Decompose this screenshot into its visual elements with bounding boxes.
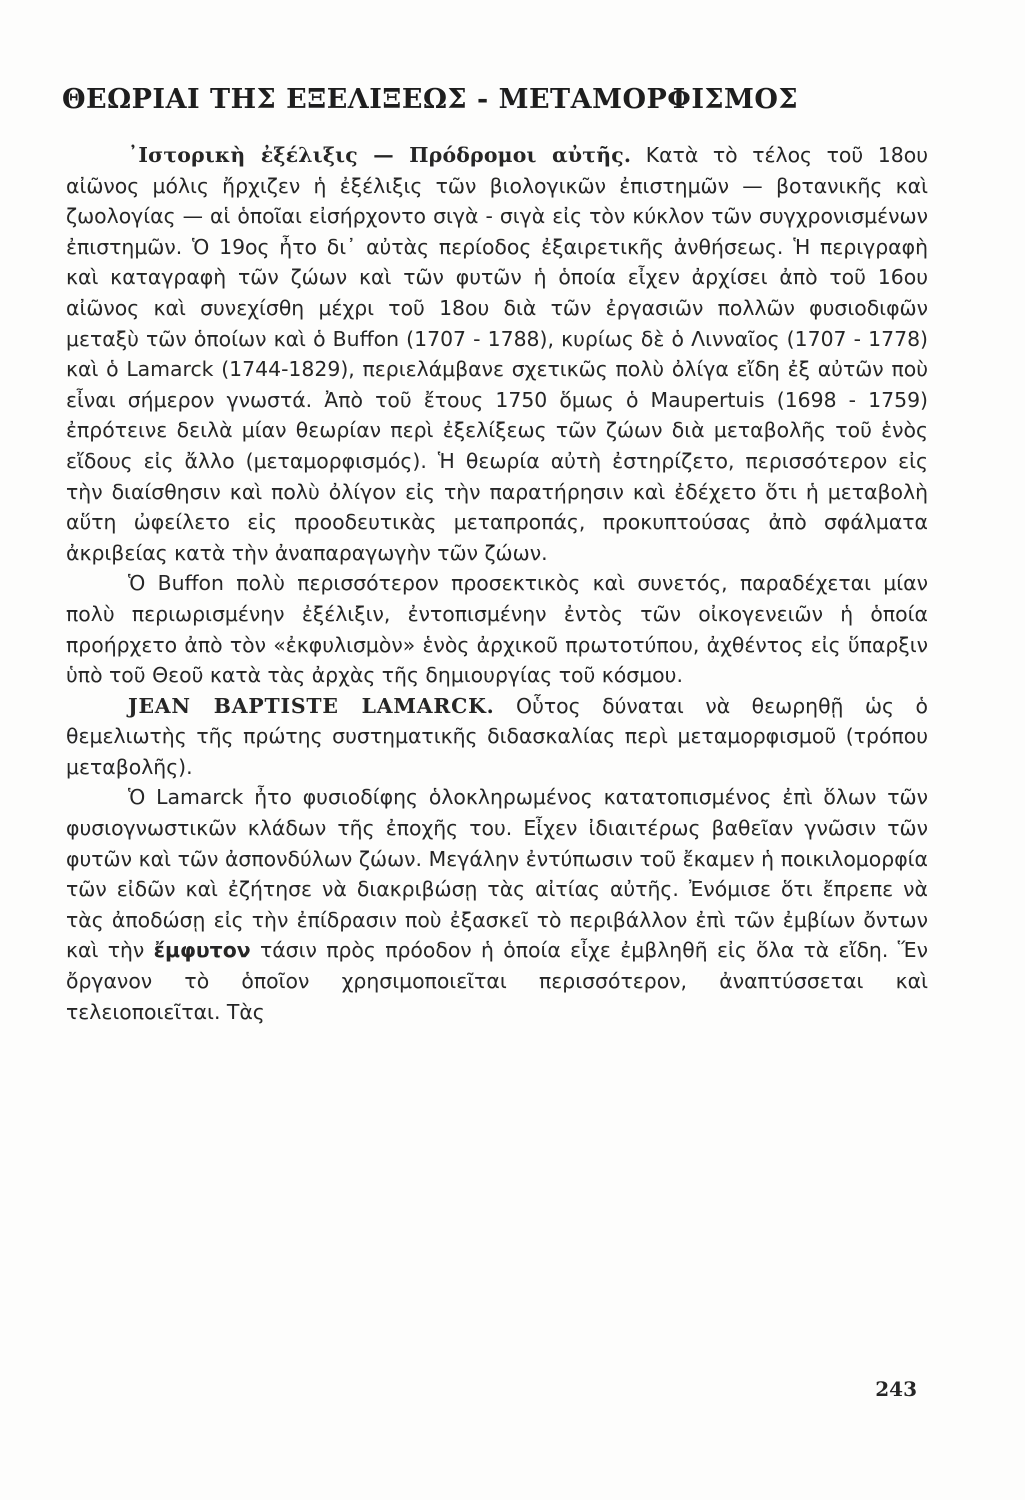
- paragraph-text: Ὁ Lamarck ἦτο φυσιοδίφης ὁλοκληρωμένος κατατοπισμένος ἐπὶ ὅλων τῶν φυσιογνωστικῶν κλάδων τῆς ἐποχῆς του. Εἶχεν ἰδιαιτέρως βαθεῖαν γνῶσιν τῶν φυτῶν καὶ τῶν ἀσπονδύλων ζώων. Μεγάλην ἐντύπωσιν τοῦ ἔκαμεν ἡ ποικιλομορφία τῶν εἰδῶν καὶ ἐζήτησε νὰ διακριβώσῃ τὰς αἰτίας αὐτῆς. Ἐνόμισε ὅτι ἔπρεπε νὰ τὰς ἀποδώσῃ εἰς τὴν ἐπίδρασιν ποὺ ἐξασκεῖ τὸ περιβάλλον ἐπὶ τῶν ἐμβίων ὄντων καὶ τὴν: [66, 785, 928, 963]
- page-title: ΘΕΩΡΙΑΙ ΤΗΣ ΕΞΕΛΙΞΕΩΣ - ΜΕΤΑΜΟΡΦΙΣΜΟΣ: [62, 84, 799, 115]
- emphasized-word: ἔμφυτον: [153, 938, 251, 963]
- paragraph-lamarck-theory: [66, 782, 928, 1027]
- paragraph-text: Οὗτος δύναται νὰ θεωρηθῇ ὡς ὁ θεμελιωτὴς τῆς πρώτης συστηματικῆς διδασκαλίας περὶ μεταμορφισμοῦ (τρόπου μεταβολῆς).: [66, 693, 928, 779]
- paragraph-history: [66, 140, 928, 568]
- paragraph-text: Ὁ Buffon πολὺ περισσότερον προσεκτικὸς καὶ συνετός, παραδέχεται μίαν πολὺ περιωρισμένην ἐξέλιξιν, ἐντοπισμένην ἐντὸς τῶν οἰκογενειῶν ἡ ὁποία προήρχετο ἀπὸ τὸν «ἐκφυλισμὸν» ἑνὸς ἀρχικοῦ πρωτοτύπου, ἀχθέντος εἰς ὕπαρξιν ὑπὸ τοῦ Θεοῦ κατὰ τὰς ἀρχὰς τῆς δημιουργίας τοῦ κόσμου.: [66, 571, 928, 688]
- section-heading-lamarck: JEAN BAPTISTE LAMARCK.: [128, 693, 495, 718]
- paragraph-text: Κατὰ τὸ τέλος τοῦ 18ου αἰῶνος μόλις ἤρχιζεν ἡ ἐξέλιξις τῶν βιολογικῶν ἐπιστημῶν — βοτανικῆς καὶ ζωολογίας — αἱ ὁποῖαι εἰσήρχοντο σιγὰ - σιγὰ εἰς τὸν κύκλον τῶν συγχρονισμένων ἐπιστημῶν. Ὁ 19ος ἦτο δι᾿ αὐτὰς περίοδος ἐξαιρετικῆς ἀνθήσεως. Ἡ περιγραφὴ καὶ καταγραφὴ τῶν ζώων καὶ τῶν φυτῶν ἡ ὁποία εἶχεν ἀρχίσει ἀπὸ τοῦ 16ου αἰῶνος καὶ συνεχίσθη μέχρι τοῦ 18ου διὰ τῶν ἐργασιῶν πολλῶν φυσιοδιφῶν μεταξὺ τῶν ὁποίων καὶ ὁ Buffon (1707 - 1788), κυρίως δὲ ὁ Λινναῖος (1707 - 1778) καὶ ὁ Lamarck (1744-1829), περιελάμβανε σχετικῶς πολὺ ὀλίγα εἴδη ἐξ αὐτῶν ποὺ εἶναι σήμερον γνωστά. Ἀπὸ τοῦ ἔτους 1750 ὅμως ὁ Maupertuis (1698 - 1759) ἐπρότεινε δειλὰ μίαν θεωρίαν περὶ ἐξελίξεως τῶν ζώων διὰ μεταβολῆς τοῦ ἑνὸς εἴδους εἰς ἄλλο (μεταμορφισμός). Ἡ θεωρία αὐτὴ ἐστηρίζετο, περισσότερον εἰς τὴν διαίσθησιν καὶ πολὺ ὀλίγον εἰς τὴν παρατήρησιν καὶ ἐδέχετο ὅτι ἡ μεταβολὴ αὕτη ὠφείλετο εἰς προοδευτικὰς μεταπροπάς, προκυπτούσας ἀπὸ σφάλματα ἀκριβείας κατὰ τὴν ἀναπαραγωγὴν τῶν ζώων.: [66, 143, 928, 565]
- page-number: 243: [875, 1377, 917, 1401]
- run-in-heading: ᾿Ιστορικὴ ἐξέλιξις — Πρόδρομοι αὐτῆς.: [128, 143, 632, 167]
- body-text: [66, 140, 928, 1027]
- paragraph-buffon: [66, 568, 928, 690]
- paragraph-text-continued: τάσιν πρὸς πρόοδον ἡ ὁποία εἶχε ἐμβληθῆ εἰς ὅλα τὰ εἴδη. Ἕν ὄργανον τὸ ὁποῖον χρησιμοποιεῖται περισσότερον, ἀναπτύσσεται καὶ τελειοποιεῖται. Τὰς: [66, 938, 928, 1024]
- paragraph-lamarck-intro: [66, 691, 928, 783]
